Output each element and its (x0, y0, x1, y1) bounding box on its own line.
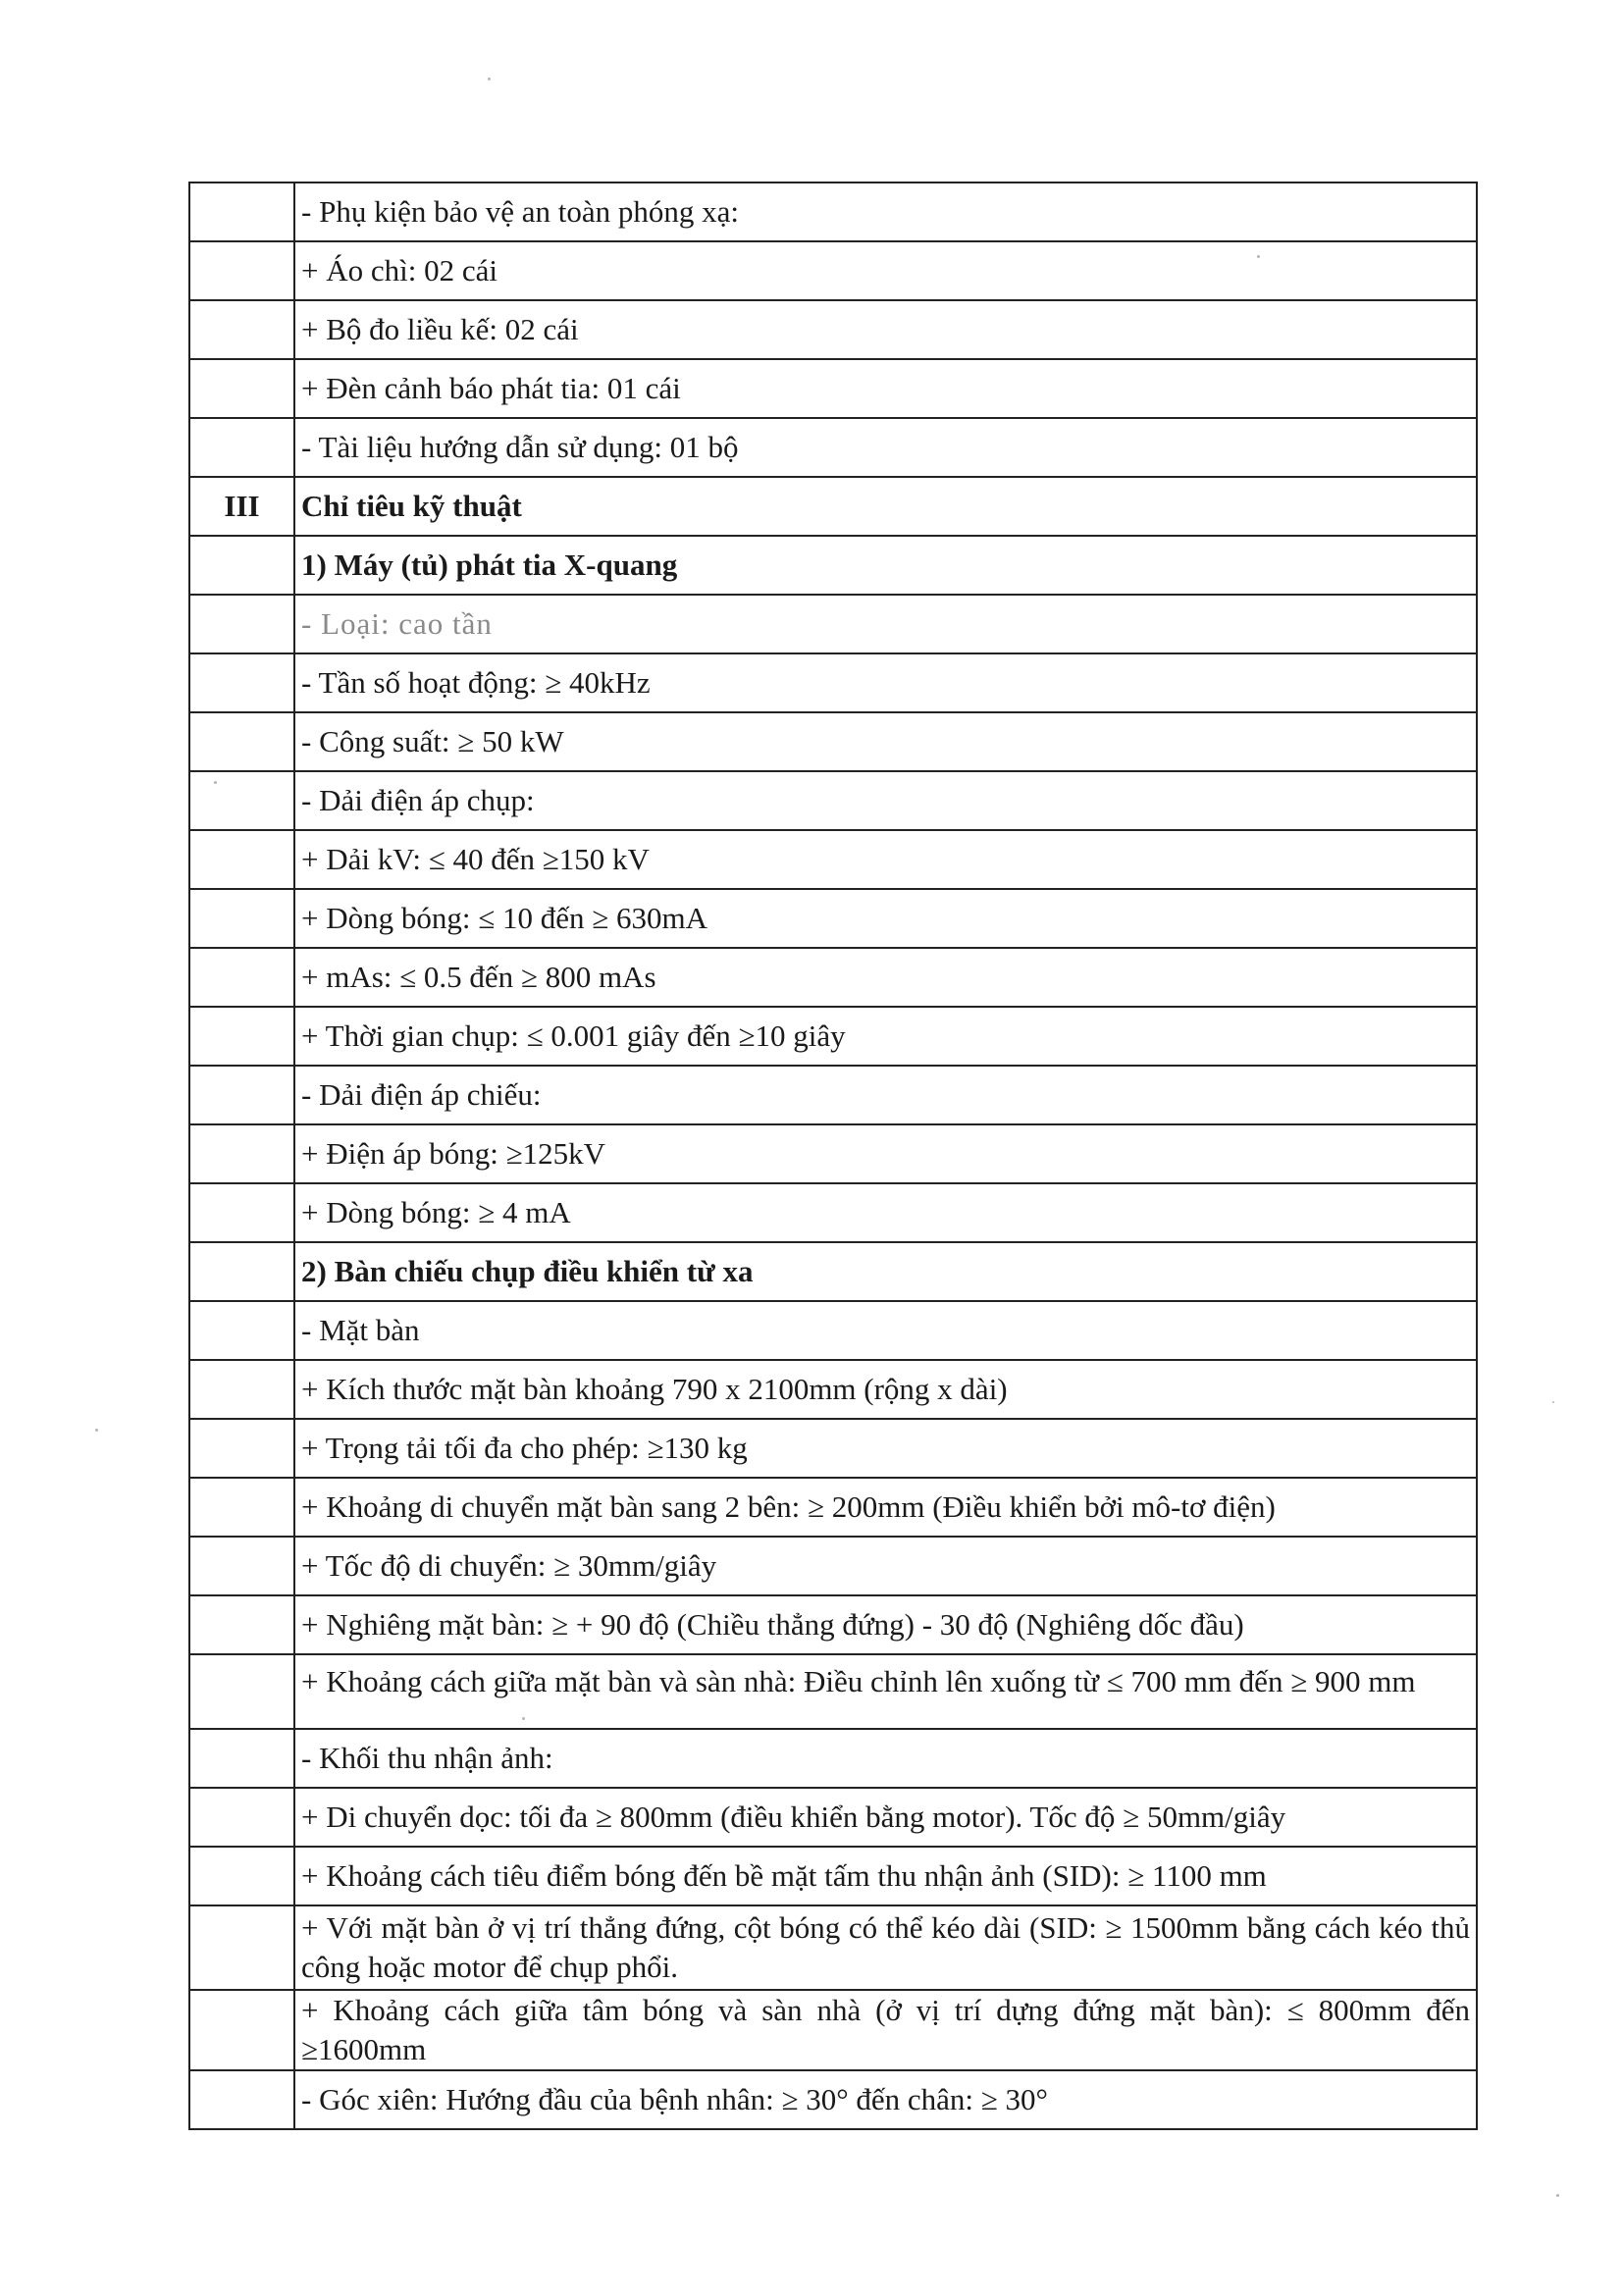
table-row (189, 653, 1477, 712)
row-number (189, 1419, 294, 1478)
row-text: + Dải kV: ≤ 40 đến ≥150 kV (294, 830, 1477, 889)
row-text: + Trọng tải tối đa cho phép: ≥130 kg (294, 1419, 1477, 1478)
table-row (189, 1788, 1477, 1847)
row-text: + Đèn cảnh báo phát tia: 01 cái (294, 359, 1477, 418)
subsection-header-row (189, 536, 1477, 595)
section-number: III (189, 477, 294, 536)
table-row (189, 1654, 1477, 1729)
row-text: + Khoảng di chuyển mặt bàn sang 2 bên: ≥ 200mm (Điều khiển bởi mô-tơ điện) (294, 1478, 1477, 1537)
subsection-title: 2) Bàn chiếu chụp điều khiển từ xa (294, 1242, 1477, 1301)
table-row (189, 830, 1477, 889)
row-number (189, 1905, 294, 1990)
row-text: + Thời gian chụp: ≤ 0.001 giây đến ≥10 giây (294, 1007, 1477, 1066)
table-row (189, 2070, 1477, 2129)
table-row (189, 1419, 1477, 1478)
table-row (189, 359, 1477, 418)
row-text: + Di chuyển dọc: tối đa ≥ 800mm (điều khiển bằng motor). Tốc độ ≥ 50mm/giây (294, 1788, 1477, 1847)
table-row (189, 1301, 1477, 1360)
table-row (189, 300, 1477, 359)
row-text: + Với mặt bàn ở vị trí thẳng đứng, cột bóng có thể kéo dài (SID: ≥ 1500mm bằng cách kéo thủ công hoặc motor để chụp phổi. (294, 1905, 1477, 1990)
row-number (189, 830, 294, 889)
scan-speck (95, 1429, 98, 1432)
row-text: + mAs: ≤ 0.5 đến ≥ 800 mAs (294, 948, 1477, 1007)
scan-speck (1556, 2194, 1559, 2197)
table-row (189, 712, 1477, 771)
row-number (189, 595, 294, 653)
table-row (189, 1360, 1477, 1419)
row-number (189, 948, 294, 1007)
row-text: - Tần số hoạt động: ≥ 40kHz (294, 653, 1477, 712)
row-number (189, 418, 294, 477)
row-text: + Dòng bóng: ≥ 4 mA (294, 1183, 1477, 1242)
row-number (189, 1537, 294, 1595)
row-number (189, 889, 294, 948)
row-text: + Bộ đo liều kế: 02 cái (294, 300, 1477, 359)
row-text: - Công suất: ≥ 50 kW (294, 712, 1477, 771)
row-number (189, 1990, 294, 2070)
row-number (189, 2070, 294, 2129)
row-number (189, 771, 294, 830)
row-text: + Kích thước mặt bàn khoảng 790 x 2100mm (rộng x dài) (294, 1360, 1477, 1419)
subsection-title: 1) Máy (tủ) phát tia X-quang (294, 536, 1477, 595)
table-row (189, 1990, 1477, 2070)
row-number (189, 1595, 294, 1654)
row-number (189, 300, 294, 359)
table-row (189, 771, 1477, 830)
row-text: - Mặt bàn (294, 1301, 1477, 1360)
row-number (189, 1301, 294, 1360)
table-row (189, 241, 1477, 300)
row-number (189, 1654, 294, 1729)
row-number (189, 1183, 294, 1242)
row-text: - Dải điện áp chụp: (294, 771, 1477, 830)
row-number (189, 712, 294, 771)
row-text: + Khoảng cách tiêu điểm bóng đến bề mặt tấm thu nhận ảnh (SID): ≥ 1100 mm (294, 1847, 1477, 1905)
specification-table (188, 182, 1478, 2130)
table-row (189, 1537, 1477, 1595)
row-text: + Tốc độ di chuyển: ≥ 30mm/giây (294, 1537, 1477, 1595)
row-text: + Dòng bóng: ≤ 10 đến ≥ 630mA (294, 889, 1477, 948)
row-text: - Phụ kiện bảo vệ an toàn phóng xạ: (294, 183, 1477, 241)
table-row (189, 948, 1477, 1007)
row-text: - Góc xiên: Hướng đầu của bệnh nhân: ≥ 30° đến chân: ≥ 30° (294, 2070, 1477, 2129)
row-number (189, 1066, 294, 1124)
row-number (189, 1729, 294, 1788)
row-text: - Dải điện áp chiếu: (294, 1066, 1477, 1124)
row-number (189, 1007, 294, 1066)
row-number (189, 359, 294, 418)
table-row (189, 1729, 1477, 1788)
table-row (189, 1905, 1477, 1990)
table-row (189, 1007, 1477, 1066)
table-row (189, 595, 1477, 653)
row-number (189, 1478, 294, 1537)
table-row (189, 1124, 1477, 1183)
row-number (189, 183, 294, 241)
row-number (189, 1360, 294, 1419)
table-row (189, 1478, 1477, 1537)
section-header-row (189, 477, 1477, 536)
table-row (189, 183, 1477, 241)
row-text: + Áo chì: 02 cái (294, 241, 1477, 300)
scan-speck (488, 78, 491, 80)
row-text: + Khoảng cách giữa mặt bàn và sàn nhà: Điều chỉnh lên xuống từ ≤ 700 mm đến ≥ 900 mm (294, 1654, 1477, 1729)
section-title: Chỉ tiêu kỹ thuật (294, 477, 1477, 536)
row-text: + Nghiêng mặt bàn: ≥ + 90 độ (Chiều thẳng đứng) - 30 độ (Nghiêng dốc đầu) (294, 1595, 1477, 1654)
row-text: - Loại: cao tần (294, 595, 1477, 653)
row-number (189, 1847, 294, 1905)
row-text: - Khối thu nhận ảnh: (294, 1729, 1477, 1788)
row-number (189, 1124, 294, 1183)
table-row (189, 1847, 1477, 1905)
table-row (189, 418, 1477, 477)
row-text: - Tài liệu hướng dẫn sử dụng: 01 bộ (294, 418, 1477, 477)
scan-speck (1552, 1401, 1554, 1403)
table-row (189, 1595, 1477, 1654)
row-number (189, 1788, 294, 1847)
row-text: + Điện áp bóng: ≥125kV (294, 1124, 1477, 1183)
table-row (189, 889, 1477, 948)
subsection-header-row (189, 1242, 1477, 1301)
row-number (189, 536, 294, 595)
row-number (189, 1242, 294, 1301)
row-number (189, 653, 294, 712)
table-row (189, 1066, 1477, 1124)
row-text: + Khoảng cách giữa tâm bóng và sàn nhà (ở vị trí dựng đứng mặt bàn): ≤ 800mm đến ≥1600mm (294, 1990, 1477, 2070)
row-number (189, 241, 294, 300)
table-row (189, 1183, 1477, 1242)
